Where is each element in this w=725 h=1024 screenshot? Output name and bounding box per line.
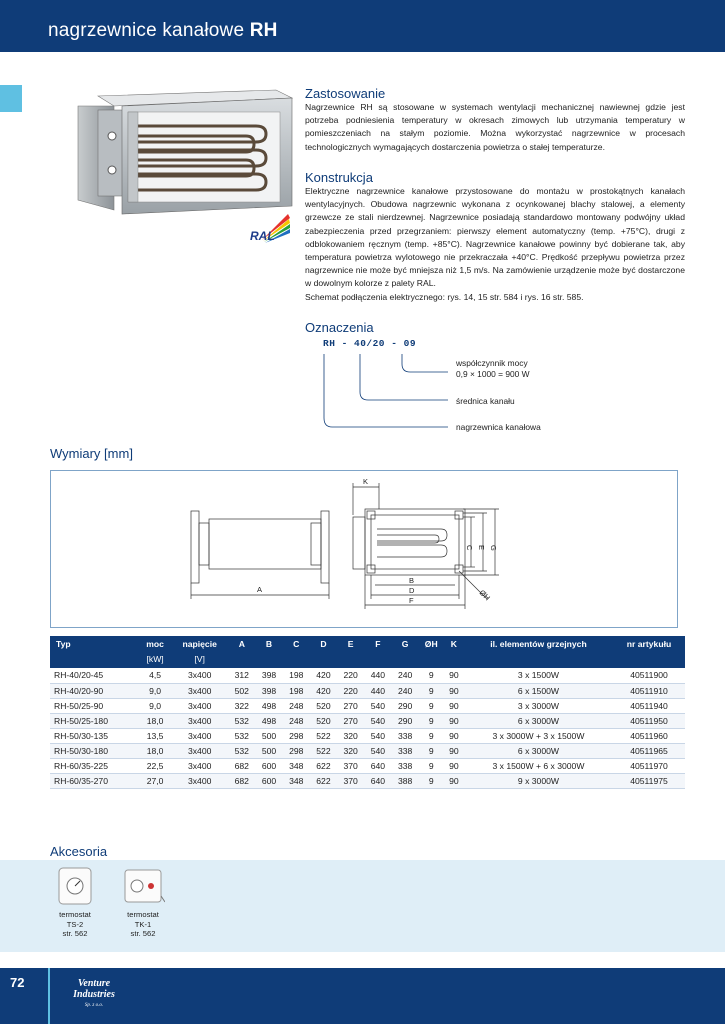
dim-label-e: E xyxy=(477,545,486,551)
table-cell: 540 xyxy=(364,698,391,713)
table-cell: 498 xyxy=(255,698,282,713)
table-cell: RH-60/35-225 xyxy=(50,758,139,773)
table-header-cell: F xyxy=(364,636,391,652)
table-header-cell: napięcie xyxy=(171,636,228,652)
table-cell: 348 xyxy=(283,773,310,788)
table-cell: 3x400 xyxy=(171,698,228,713)
table-cell: 6 x 1500W xyxy=(464,683,613,698)
table-header-cell: nr artykułu xyxy=(613,636,685,652)
table-cell: 3x400 xyxy=(171,668,228,683)
table-cell: 90 xyxy=(444,713,464,728)
table-row xyxy=(50,758,685,773)
table-cell: 40511950 xyxy=(613,713,685,728)
table-cell: 40511910 xyxy=(613,683,685,698)
dimensions-drawing-frame xyxy=(50,470,678,628)
table-cell: 90 xyxy=(444,683,464,698)
table-cell: 398 xyxy=(255,683,282,698)
table-cell: 220 xyxy=(337,668,364,683)
table-unit-cell xyxy=(337,652,364,668)
table-cell: 622 xyxy=(310,758,337,773)
table-cell: 90 xyxy=(444,698,464,713)
ral-logo-text: RAL xyxy=(250,229,275,243)
table-cell: 290 xyxy=(392,698,419,713)
dim-label-b: B xyxy=(409,576,415,585)
table-unit-cell xyxy=(392,652,419,668)
table-cell: 640 xyxy=(364,773,391,788)
legend-duct-size: średnica kanału xyxy=(456,396,515,406)
table-cell: 40511965 xyxy=(613,743,685,758)
table-cell: 248 xyxy=(283,713,310,728)
accessories-band xyxy=(0,860,725,952)
table-unit-cell: [V] xyxy=(171,652,228,668)
page-number: 72 xyxy=(10,975,25,990)
table-cell: 398 xyxy=(255,668,282,683)
table-body xyxy=(50,668,685,788)
table-cell: 248 xyxy=(283,698,310,713)
table-cell: 3x400 xyxy=(171,743,228,758)
table-cell: RH-50/25-90 xyxy=(50,698,139,713)
table-cell: RH-40/20-90 xyxy=(50,683,139,698)
table-cell: RH-50/30-135 xyxy=(50,728,139,743)
table-cell: 3 x 1500W xyxy=(464,668,613,683)
table-unit-cell xyxy=(310,652,337,668)
table-unit-cell xyxy=(464,652,613,668)
table-cell: 40511960 xyxy=(613,728,685,743)
table-cell: 322 xyxy=(228,698,255,713)
zastosowanie-title: Zastosowanie xyxy=(305,86,386,101)
accessory-tk1: termostat TK-1 str. 562 xyxy=(112,866,174,939)
table-cell: 3x400 xyxy=(171,773,228,788)
table-cell: 3x400 xyxy=(171,728,228,743)
table-cell: 198 xyxy=(283,668,310,683)
table-cell: 532 xyxy=(228,728,255,743)
table-header-cell: G xyxy=(392,636,419,652)
accessory-ts2: termostat TS-2 str. 562 xyxy=(44,866,106,939)
table-cell: 388 xyxy=(392,773,419,788)
konstrukcja-title: Konstrukcja xyxy=(305,170,373,185)
table-header-cell: ØH xyxy=(419,636,444,652)
table-row xyxy=(50,773,685,788)
table-cell: 440 xyxy=(364,683,391,698)
table-unit-cell xyxy=(255,652,282,668)
konstrukcja-schema: Schemat podłączenia elektrycznego: rys. 14, 15 str. 584 i rys. 16 str. 585. xyxy=(305,291,584,302)
designation-code: RH - 40/20 - 09 xyxy=(323,338,417,349)
dim-label-a: A xyxy=(257,585,263,594)
section-oznaczenia xyxy=(305,320,685,335)
table-header-cell: D xyxy=(310,636,337,652)
table-cell: 682 xyxy=(228,773,255,788)
table-cell: 298 xyxy=(283,743,310,758)
table-cell: 3 x 3000W + 3 x 1500W xyxy=(464,728,613,743)
table-cell: 312 xyxy=(228,668,255,683)
table-cell: 532 xyxy=(228,743,255,758)
table-cell: 420 xyxy=(310,668,337,683)
spec-table-wrap xyxy=(50,636,685,789)
table-cell: 9 xyxy=(419,728,444,743)
table-cell: 4,5 xyxy=(139,668,171,683)
legend-duct-heater: nagrzewnica kanałowa xyxy=(456,422,541,432)
legend-power-factor: współczynnik mocy 0,9 × 1000 = 900 W xyxy=(456,358,530,379)
table-cell: 298 xyxy=(283,728,310,743)
table-cell: 27,0 xyxy=(139,773,171,788)
table-cell: 3 x 1500W + 6 x 3000W xyxy=(464,758,613,773)
dimensions-title: Wymiary [mm] xyxy=(50,446,133,461)
table-cell: RH-50/25-180 xyxy=(50,713,139,728)
table-cell: 3 x 3000W xyxy=(464,698,613,713)
table-header-cell: Typ xyxy=(50,636,139,668)
page-title: nagrzewnice kanałowe RH xyxy=(48,20,278,41)
table-cell: 502 xyxy=(228,683,255,698)
table-cell: RH-50/30-180 xyxy=(50,743,139,758)
table-row xyxy=(50,713,685,728)
table-cell: 90 xyxy=(444,743,464,758)
table-cell: 40511940 xyxy=(613,698,685,713)
table-header-row xyxy=(50,636,685,652)
table-cell: 348 xyxy=(283,758,310,773)
table-cell: 320 xyxy=(337,743,364,758)
table-cell: 532 xyxy=(228,713,255,728)
table-unit-cell: [kW] xyxy=(139,652,171,668)
table-cell: 640 xyxy=(364,758,391,773)
table-cell: 338 xyxy=(392,728,419,743)
table-cell: 9 xyxy=(419,668,444,683)
table-header-cell: moc xyxy=(139,636,171,652)
table-cell: 18,0 xyxy=(139,743,171,758)
table-cell: 9 xyxy=(419,773,444,788)
section-zastosowanie xyxy=(305,86,685,154)
ral-logo xyxy=(248,210,292,246)
table-cell: 370 xyxy=(337,773,364,788)
oznaczenia-title: Oznaczenia xyxy=(305,320,374,335)
table-cell: 198 xyxy=(283,683,310,698)
table-cell: 9 xyxy=(419,683,444,698)
table-header-cell: A xyxy=(228,636,255,652)
table-unit-cell xyxy=(444,652,464,668)
table-cell: 520 xyxy=(310,698,337,713)
dim-label-f: F xyxy=(409,596,414,605)
dim-label-d: D xyxy=(409,586,415,595)
table-cell: 420 xyxy=(310,683,337,698)
table-cell: 522 xyxy=(310,743,337,758)
table-cell: 290 xyxy=(392,713,419,728)
table-cell: 90 xyxy=(444,758,464,773)
table-unit-cell xyxy=(419,652,444,668)
table-cell: 240 xyxy=(392,683,419,698)
table-row xyxy=(50,743,685,758)
table-row xyxy=(50,698,685,713)
table-cell: 6 x 3000W xyxy=(464,713,613,728)
table-cell: 338 xyxy=(392,743,419,758)
table-cell: 498 xyxy=(255,713,282,728)
table-cell: 40511970 xyxy=(613,758,685,773)
table-unit-cell xyxy=(283,652,310,668)
venture-industries-logo: Venture Industries Sp. z o.o. xyxy=(73,978,115,1008)
table-cell: 90 xyxy=(444,728,464,743)
table-cell: 600 xyxy=(255,773,282,788)
table-header-cell: K xyxy=(444,636,464,652)
dimensions-drawing xyxy=(51,471,679,629)
table-unit-cell xyxy=(364,652,391,668)
table-cell: 9 xyxy=(419,713,444,728)
accessories-title: Akcesoria xyxy=(50,844,108,859)
table-cell: 520 xyxy=(310,713,337,728)
table-cell: 6 x 3000W xyxy=(464,743,613,758)
table-cell: 540 xyxy=(364,713,391,728)
table-header-cell: E xyxy=(337,636,364,652)
table-cell: 18,0 xyxy=(139,713,171,728)
duct-heater-image xyxy=(66,88,296,220)
table-cell: RH-40/20-45 xyxy=(50,668,139,683)
table-cell: 600 xyxy=(255,758,282,773)
dim-label-k: K xyxy=(363,477,369,486)
table-cell: 9 xyxy=(419,743,444,758)
table-cell: 500 xyxy=(255,743,282,758)
table-unit-cell xyxy=(613,652,685,668)
table-cell: 622 xyxy=(310,773,337,788)
konstrukcja-text: Elektryczne nagrzewnice kanałowe przystosowane do montażu w prostokątnych kanałach wentylacyjnych. Obudowa nagrzewnic wykonana z ocynkowanej blachy stalowej, a elementy grzewcze ze stali nierdzewnej. Nagrzewnice posiadają standardowo montowany podwójny układ zabezpieczenia przed przegrzaniem: pierwszy element automatyczny (temp. +75°C), drugi z odblokowaniem ręcznym (temp. +85°C). Nagrzewnice kanałowe powinny być dobierane tak, aby temperatura powietrza wylotowego nie przekraczała +40°C. Prędkość przepływu powietrza przez nagrzewnice nie może być mniejsza niż 1,5 m/s. Na zamówienie urządzenie może być dostarczone w dowolnym kolorze z palety RAL. xyxy=(305,186,685,289)
table-cell: 90 xyxy=(444,773,464,788)
thermostat-tk1-image xyxy=(121,866,165,906)
table-cell: 240 xyxy=(392,668,419,683)
table-cell: 40511975 xyxy=(613,773,685,788)
table-cell: 3x400 xyxy=(171,758,228,773)
table-cell: 338 xyxy=(392,758,419,773)
table-row xyxy=(50,683,685,698)
table-cell: 3x400 xyxy=(171,713,228,728)
table-cell: 13,5 xyxy=(139,728,171,743)
section-konstrukcja xyxy=(305,170,685,304)
table-row xyxy=(50,728,685,743)
table-cell: 9 x 3000W xyxy=(464,773,613,788)
table-cell: 440 xyxy=(364,668,391,683)
table-cell: 9 xyxy=(419,758,444,773)
dim-label-h: ØH xyxy=(477,588,492,603)
table-cell: 540 xyxy=(364,743,391,758)
table-cell: 90 xyxy=(444,668,464,683)
side-tab-marker xyxy=(0,85,22,112)
table-unit-cell xyxy=(228,652,255,668)
table-cell: 270 xyxy=(337,713,364,728)
table-units-row xyxy=(50,652,685,668)
zastosowanie-text: Nagrzewnice RH są stosowane w systemach wentylacji mechanicznej nawiewnej gdzie jest potrzeba podniesienia temperatury w okresach zimowych lub utrzymania temperatury w pomieszczeniach na stałym poziomie. Można wykorzystać nagrzewnice w procesach technologicznych wymagających dostarczenia powietrza o stałej temperaturze. xyxy=(305,102,685,152)
thermostat-ts2-image xyxy=(53,866,97,906)
table-cell: 40511900 xyxy=(613,668,685,683)
table-cell: 9 xyxy=(419,698,444,713)
table-cell: 540 xyxy=(364,728,391,743)
table-cell: 370 xyxy=(337,758,364,773)
table-cell: 220 xyxy=(337,683,364,698)
table-cell: 22,5 xyxy=(139,758,171,773)
table-header-cell: B xyxy=(255,636,282,652)
table-cell: 9,0 xyxy=(139,698,171,713)
table-cell: RH-60/35-270 xyxy=(50,773,139,788)
table-cell: 682 xyxy=(228,758,255,773)
footer-separator xyxy=(48,968,50,1024)
dim-label-c: C xyxy=(465,545,474,551)
table-cell: 522 xyxy=(310,728,337,743)
table-header-cell: C xyxy=(283,636,310,652)
table-header-cell: il. elementów grzejnych xyxy=(464,636,613,652)
table-cell: 270 xyxy=(337,698,364,713)
table-cell: 9,0 xyxy=(139,683,171,698)
spec-table xyxy=(50,636,685,789)
table-cell: 500 xyxy=(255,728,282,743)
table-row xyxy=(50,668,685,683)
dim-label-g: G xyxy=(489,545,498,551)
table-cell: 3x400 xyxy=(171,683,228,698)
table-cell: 320 xyxy=(337,728,364,743)
